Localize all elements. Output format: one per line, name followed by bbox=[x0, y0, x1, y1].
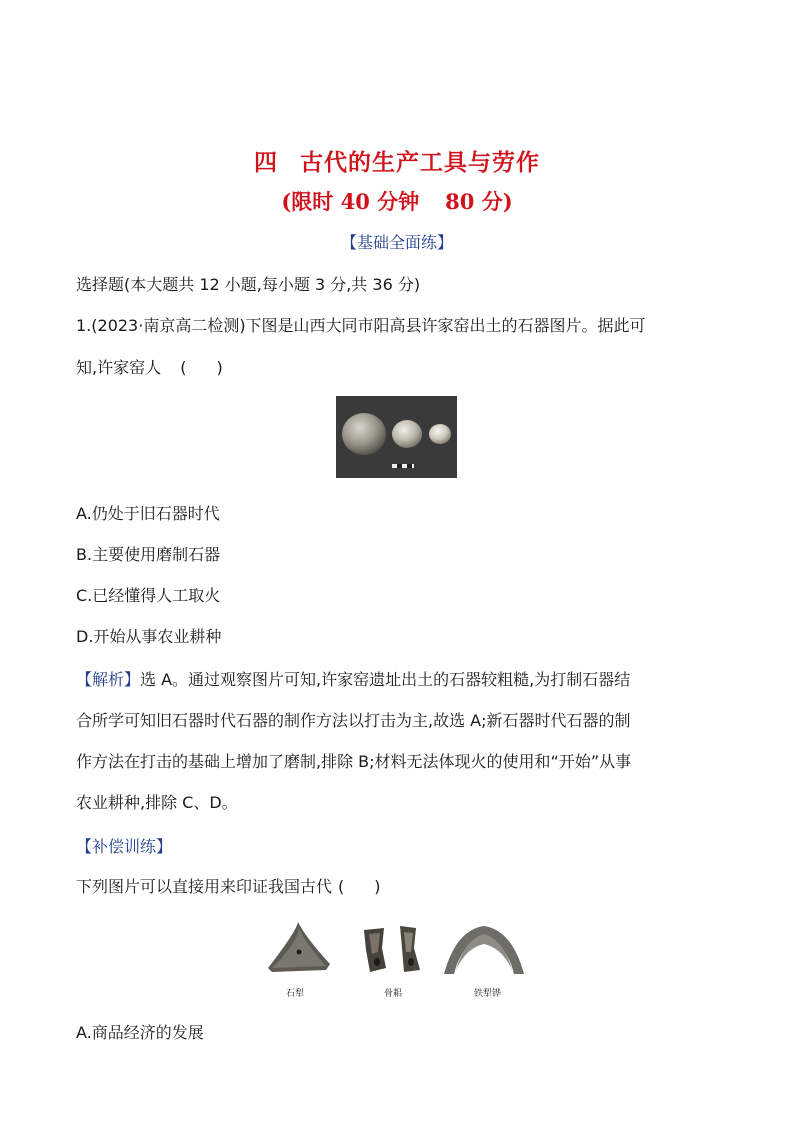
analysis-line2: 合所学可知旧石器时代石器的制作方法以打击为主,故选 A;新石器时代石器的制 bbox=[76, 711, 631, 730]
time-limit-score: 80 分) bbox=[445, 189, 513, 214]
analysis-line4: 农业耕种,排除 C、D。 bbox=[76, 793, 238, 812]
option-b: B.主要使用磨制石器 bbox=[76, 545, 221, 564]
caption-stone-plow: 石犁 bbox=[286, 989, 305, 999]
answer-bracket-open: ( bbox=[338, 877, 345, 896]
option-a: A.仍处于旧石器时代 bbox=[76, 504, 220, 523]
analysis-label: 【解析】 bbox=[76, 670, 141, 689]
answer-bracket-close: ) bbox=[374, 877, 381, 896]
supplement-option-a: A.商品经济的发展 bbox=[76, 1023, 204, 1042]
chapter-title bbox=[0, 144, 794, 177]
question-stem-text: 知,许家窑人 bbox=[76, 358, 162, 377]
question-stem-line2 bbox=[76, 358, 223, 378]
section-heading: 【基础全面练】 bbox=[340, 233, 453, 252]
caption-iron-plowshare: 铁犁铧 bbox=[474, 989, 502, 999]
option-c: C.已经懂得人工取火 bbox=[76, 586, 221, 605]
analysis-line1 bbox=[76, 670, 630, 690]
analysis-text: 选 A。通过观察图片可知,许家窑遗址出土的石器较粗糙,为打制石器结 bbox=[140, 670, 631, 689]
question-stem-line1: 1.(2023·南京高二检测)下图是山西大同市阳高县许家窑出土的石器图片。据此可 bbox=[76, 316, 646, 335]
analysis-line3: 作方法在打击的基础上增加了磨制,排除 B;材料无法体现火的使用和“开始”从事 bbox=[76, 752, 632, 771]
answer-bracket-close: ) bbox=[216, 358, 223, 377]
chapter-number: 四 bbox=[254, 150, 278, 176]
time-limit bbox=[0, 186, 794, 216]
supplement-stem bbox=[76, 877, 381, 897]
farming-tools-photo bbox=[266, 918, 534, 1002]
option-d: D.开始从事农业耕种 bbox=[76, 627, 222, 646]
caption-bone-spade: 骨耜 bbox=[384, 989, 403, 999]
answer-bracket-open: ( bbox=[180, 358, 187, 377]
time-limit-minutes: (限时 40 分钟 bbox=[281, 189, 420, 214]
supplement-stem-text: 下列图片可以直接用来印证我国古代 bbox=[76, 877, 333, 896]
chapter-title-text: 古代的生产工具与劳作 bbox=[300, 150, 540, 176]
section-intro: 选择题(本大题共 12 小题,每小题 3 分,共 36 分) bbox=[76, 275, 421, 294]
supplement-heading: 【补偿训练】 bbox=[76, 837, 173, 856]
stone-tools-photo bbox=[336, 396, 457, 478]
